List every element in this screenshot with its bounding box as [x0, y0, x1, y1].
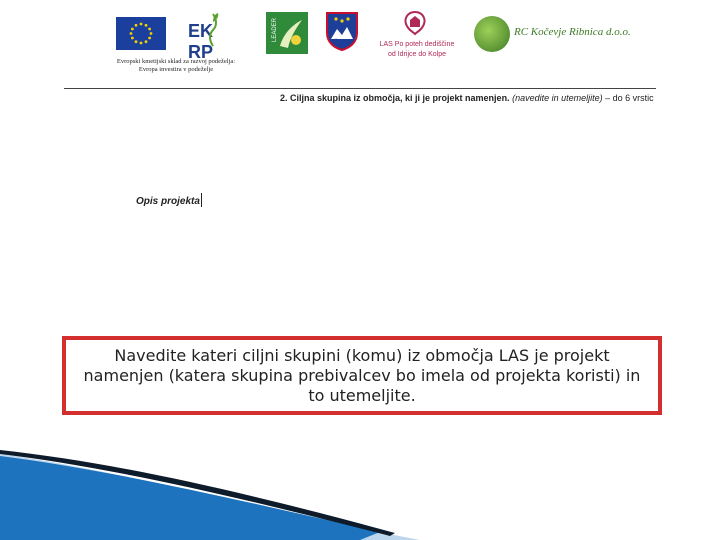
header-divider [64, 88, 656, 89]
heading-note: (navedite in utemeljite) [512, 93, 603, 103]
decorative-swoosh [0, 440, 720, 540]
rc-kocevje-logo [474, 14, 629, 58]
section-heading [280, 91, 660, 106]
text-cursor [201, 193, 202, 207]
slovenia-coat-of-arms [325, 11, 359, 51]
las-logo [372, 10, 462, 62]
ekrp-logo [188, 12, 240, 62]
leader-logo [266, 12, 308, 54]
project-description-field[interactable] [136, 193, 202, 207]
las-line-1: LAS Po poteh dediščine [379, 41, 455, 48]
eu-flag-logo [116, 17, 166, 50]
rc-name: RC Kočevje Ribnica d.o.o. [514, 26, 631, 38]
field-label: Opis projekta [136, 196, 200, 207]
las-line-2: od Idrijce do Kolpe [388, 51, 446, 58]
heading-tail: – do 6 vrstic [605, 93, 654, 103]
leaf-icon [205, 12, 221, 48]
rc-globe-icon [474, 16, 510, 52]
callout-text: Navedite kateri ciljni skupini (komu) iz območja LAS je projekt namenjen (katera skupina prebivalcev bo imela od projekta koristi) in to utemeljite. [83, 345, 641, 405]
funding-line-2: Evropa investira v podeželje [138, 66, 214, 73]
instruction-callout [62, 336, 662, 415]
funding-line-1: Evropski kmetijski sklad za razvoj podeželja: [116, 58, 236, 65]
svg-text:LEADER: LEADER [272, 17, 278, 42]
swoosh-blue [0, 456, 380, 540]
heading-title: 2. Ciljna skupina iz območja, ki ji je projekt namenjen. [280, 93, 510, 103]
ekrp-text: EK RP [188, 21, 214, 62]
las-emblem-icon [400, 10, 430, 36]
